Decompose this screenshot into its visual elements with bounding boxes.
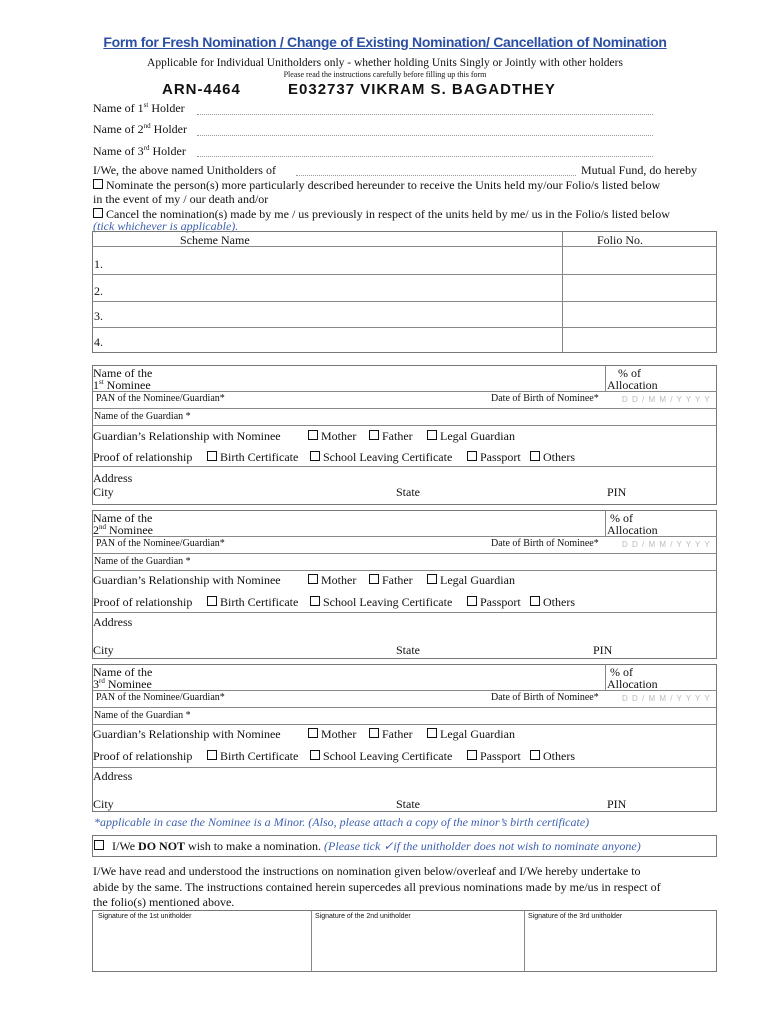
arn-code: ARN-4464 bbox=[162, 81, 241, 98]
nominee-2-ordinal: 2nd Nominee bbox=[93, 523, 153, 537]
nominee-2-guardian-label: Name of the Guardian * bbox=[94, 556, 191, 567]
nominee-3-birth-cert[interactable]: Birth Certificate bbox=[207, 749, 298, 764]
nominee-2-pan-label: PAN of the Nominee/Guardian* bbox=[96, 538, 225, 549]
declaration-line1-b: Mutual Fund, do hereby bbox=[581, 163, 697, 177]
nominee-1-pan-label: PAN of the Nominee/Guardian* bbox=[96, 393, 225, 404]
nominee-1-dob-label: Date of Birth of Nominee* bbox=[491, 393, 599, 404]
minor-note: *applicable in case the Nominee is a Minor. (Also, please attach a copy of the minor’s birth certificate) bbox=[94, 815, 590, 829]
form-subtitle: Applicable for Individual Unitholders only - whether holding Units Singly or Jointly with other holders bbox=[147, 57, 623, 69]
scheme-row-1[interactable]: 1. bbox=[94, 257, 103, 271]
folio-no-header: Folio No. bbox=[597, 233, 644, 247]
nominee-1-proof-label: Proof of relationship bbox=[93, 450, 193, 464]
holder-2-field[interactable] bbox=[197, 135, 653, 136]
cancel-checkbox[interactable] bbox=[93, 208, 103, 218]
nominee-2-legal-guardian[interactable]: Legal Guardian bbox=[427, 573, 515, 588]
nominee-2-city-label: City bbox=[93, 643, 114, 657]
distributor-name: E032737 VIKRAM S. BAGADTHEY bbox=[288, 81, 556, 98]
cancel-option[interactable]: Cancel the nomination(s) made by me / us previously in respect of the units held by me/ us in the Folio/s listed below bbox=[93, 207, 670, 222]
nominee-1-mother[interactable]: Mother bbox=[308, 429, 356, 444]
holder-2-label: Name of 2nd Holder bbox=[93, 122, 187, 136]
nominee-3-state-label: State bbox=[396, 797, 420, 811]
nominee-2-others[interactable]: Others bbox=[530, 595, 575, 610]
nominee-3-legal-guardian[interactable]: Legal Guardian bbox=[427, 727, 515, 742]
nominee-2-relationship: Guardian’s Relationship with Nominee bbox=[93, 573, 281, 587]
scheme-row-2[interactable]: 2. bbox=[94, 284, 103, 298]
holder-3-field[interactable] bbox=[197, 156, 653, 157]
nominee-2-dob-field[interactable]: D D / M M / Y Y Y Y bbox=[622, 540, 711, 549]
scheme-name-header: Scheme Name bbox=[180, 233, 250, 247]
nominee-1-ordinal: 1st Nominee bbox=[93, 378, 151, 392]
nominee-1-address-label: Address bbox=[93, 471, 133, 485]
nominee-1-dob-field[interactable]: D D / M M / Y Y Y Y bbox=[622, 395, 711, 404]
nominee-3-proof-label: Proof of relationship bbox=[93, 749, 193, 763]
nominee-2-pin-label: PIN bbox=[593, 643, 613, 657]
nominee-1-guardian-label: Name of the Guardian * bbox=[94, 411, 191, 422]
nominee-3-mother[interactable]: Mother bbox=[308, 727, 356, 742]
nominee-2-father[interactable]: Father bbox=[369, 573, 413, 588]
nominee-3-pan-label: PAN of the Nominee/Guardian* bbox=[96, 692, 225, 703]
nominee-3-name-label: Name of the bbox=[93, 665, 153, 679]
nominee-2-state-label: State bbox=[396, 643, 420, 657]
nominee-3-address-label: Address bbox=[93, 769, 133, 783]
nominee-1-father[interactable]: Father bbox=[369, 429, 413, 444]
nominee-3-school-cert[interactable]: School Leaving Certificate bbox=[310, 749, 452, 764]
nominee-3-pin-label: PIN bbox=[607, 797, 627, 811]
nominate-option-cont: in the event of my / our death and/or bbox=[93, 192, 269, 206]
nominee-1-passport[interactable]: Passport bbox=[467, 450, 521, 465]
nominee-3-dob-field[interactable]: D D / M M / Y Y Y Y bbox=[622, 694, 711, 703]
nominee-1-name-label: Name of the bbox=[93, 366, 153, 380]
form-instruction: Please read the instructions carefully before filling up this form bbox=[283, 70, 487, 79]
nominee-1-birth-cert[interactable]: Birth Certificate bbox=[207, 450, 298, 465]
signature-2[interactable]: Signature of the 2nd unitholder bbox=[315, 913, 411, 920]
undertaking-line3: the folio(s) mentioned above. bbox=[93, 895, 235, 909]
nominee-1-pin-label: PIN bbox=[607, 485, 627, 499]
declaration-line1-a: I/We, the above named Unitholders of bbox=[93, 163, 276, 177]
nominee-2-passport[interactable]: Passport bbox=[467, 595, 521, 610]
undertaking-line1: I/We have read and understood the instructions on nomination given below/overleaf and I/We hereby undertake to bbox=[93, 864, 641, 878]
scheme-table bbox=[92, 231, 717, 353]
signature-3[interactable]: Signature of the 3rd unitholder bbox=[528, 913, 623, 920]
form-title: Form for Fresh Nomination / Change of Existing Nomination/ Cancellation of Nomination bbox=[103, 34, 667, 50]
nominee-3-alloc-label: Allocation bbox=[607, 677, 658, 691]
optout-checkbox[interactable] bbox=[94, 840, 104, 850]
undertaking-line2: abide by the same. The instructions contained herein supercedes all previous nominations made by me/us in respect of bbox=[93, 880, 661, 894]
holder-3-label: Name of 3rd Holder bbox=[93, 144, 186, 158]
nominee-3-pct-label: % of bbox=[610, 665, 633, 679]
nominee-2-mother[interactable]: Mother bbox=[308, 573, 356, 588]
nominee-2-address-label: Address bbox=[93, 615, 133, 629]
holder-1-label: Name of 1st Holder bbox=[93, 101, 185, 115]
nominee-1-city-label: City bbox=[93, 485, 114, 499]
nominee-1-school-cert[interactable]: School Leaving Certificate bbox=[310, 450, 452, 465]
optout-option[interactable]: I/We DO NOT wish to make a nomination. (Please tick ✓if the unitholder does not wish to nominate anyone) bbox=[94, 839, 641, 854]
nominee-2-dob-label: Date of Birth of Nominee* bbox=[491, 538, 599, 549]
nominee-1-relationship: Guardian’s Relationship with Nominee bbox=[93, 429, 281, 443]
nominee-3-dob-label: Date of Birth of Nominee* bbox=[491, 692, 599, 703]
nominee-1-state-label: State bbox=[396, 485, 420, 499]
nominee-2-pct-label: % of bbox=[610, 511, 633, 525]
nominee-3-others[interactable]: Others bbox=[530, 749, 575, 764]
nominate-checkbox[interactable] bbox=[93, 179, 103, 189]
holder-1-field[interactable] bbox=[197, 114, 653, 115]
nominee-2-school-cert[interactable]: School Leaving Certificate bbox=[310, 595, 452, 610]
nominee-2-alloc-label: Allocation bbox=[607, 523, 658, 537]
tick-note: (tick whichever is applicable). bbox=[93, 219, 239, 233]
mutual-fund-field[interactable] bbox=[296, 175, 576, 176]
scheme-row-3[interactable]: 3. bbox=[94, 309, 103, 323]
nominee-1-alloc-label: Allocation bbox=[607, 378, 658, 392]
nominee-3-city-label: City bbox=[93, 797, 114, 811]
nominee-2-birth-cert[interactable]: Birth Certificate bbox=[207, 595, 298, 610]
nominee-1-legal-guardian[interactable]: Legal Guardian bbox=[427, 429, 515, 444]
signature-1[interactable]: Signature of the 1st unitholder bbox=[98, 913, 192, 920]
nominate-option[interactable]: Nominate the person(s) more particularly described hereunder to receive the Units held my/our Folio/s listed below bbox=[93, 178, 660, 193]
nominee-3-guardian-label: Name of the Guardian * bbox=[94, 710, 191, 721]
nominee-3-father[interactable]: Father bbox=[369, 727, 413, 742]
nominee-3-passport[interactable]: Passport bbox=[467, 749, 521, 764]
nominee-2-proof-label: Proof of relationship bbox=[93, 595, 193, 609]
nominee-1-pct-label: % of bbox=[618, 366, 641, 380]
nominee-3-ordinal: 3rd Nominee bbox=[93, 677, 152, 691]
nominee-2-name-label: Name of the bbox=[93, 511, 153, 525]
scheme-row-4[interactable]: 4. bbox=[94, 335, 103, 349]
nominee-1-others[interactable]: Others bbox=[530, 450, 575, 465]
nominee-3-relationship: Guardian’s Relationship with Nominee bbox=[93, 727, 281, 741]
